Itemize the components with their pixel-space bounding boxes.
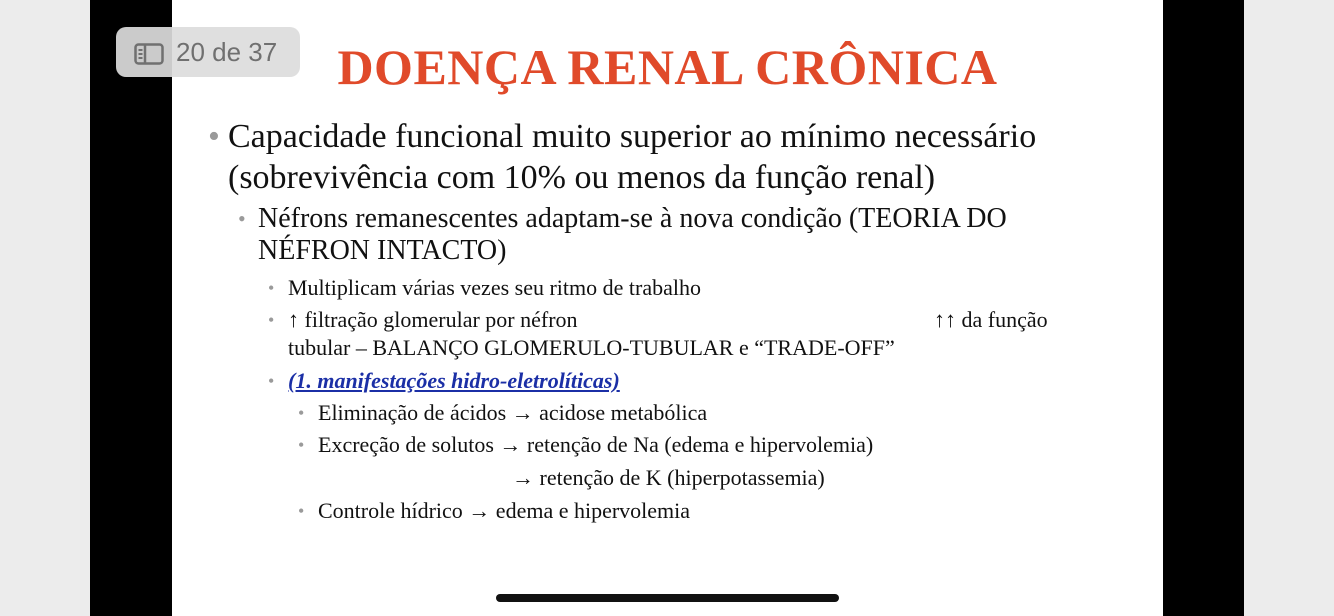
page-indicator-button[interactable] xyxy=(116,27,300,77)
manifestations-link[interactable]: (1. manifestações hidro-eletrolíticas) xyxy=(288,368,620,393)
bullet-dot: • xyxy=(298,501,305,521)
bullet-text: Multiplicam várias vezes seu ritmo de trabalho xyxy=(288,275,701,300)
bullet-text: Eliminação de ácidos → acidose metabólica xyxy=(318,400,708,425)
letterbox-left xyxy=(90,0,172,616)
bullet-text: NÉFRON INTACTO) xyxy=(258,235,507,266)
bullet-text: Excreção de solutos → retenção de Na (edema e hipervolemia) xyxy=(318,432,874,457)
bullet-level2-continued xyxy=(258,235,506,267)
bullet-level3 xyxy=(268,274,701,302)
letterbox-right xyxy=(1163,0,1244,616)
bullet-text: Controle hídrico → edema e hipervolemia xyxy=(318,498,691,523)
bullet-level3 xyxy=(268,367,620,395)
home-indicator[interactable] xyxy=(496,594,839,602)
bullet-dot: • xyxy=(298,403,305,423)
bullet-level4 xyxy=(298,399,707,427)
bullet-level3 xyxy=(268,306,578,334)
bullet-level1 xyxy=(208,116,1036,157)
page-indicator-text: 20 de 37 xyxy=(176,36,278,67)
slide xyxy=(172,0,1163,616)
bullet-text: ↑↑ da função xyxy=(934,307,1048,332)
bullet-level3-right xyxy=(934,306,1048,334)
bullet-dot: • xyxy=(268,278,275,298)
sidebar-panel-icon xyxy=(134,41,164,63)
bullet-level3-continued xyxy=(288,334,895,362)
bullet-text: tubular – BALANÇO GLOMERULO-TUBULAR e “TRADE-OFF” xyxy=(288,335,895,360)
bullet-dot: • xyxy=(238,206,246,231)
slide-title: DOENÇA RENAL CRÔNICA xyxy=(337,39,998,95)
bullet-dot: • xyxy=(268,371,275,391)
bullet-level1-continued xyxy=(228,157,935,198)
bullet-level4-continued xyxy=(512,464,825,492)
bullet-text: → retenção de K (hiperpotassemia) xyxy=(512,465,825,490)
bullet-text: (sobrevivência com 10% ou menos da função renal) xyxy=(228,159,936,196)
bullet-text: Capacidade funcional muito superior ao mínimo necessário xyxy=(228,118,1037,155)
bullet-text: ↑ filtração glomerular por néfron xyxy=(288,307,578,332)
bullet-dot: • xyxy=(298,435,305,455)
bullet-dot: • xyxy=(268,310,275,330)
bullet-dot: • xyxy=(208,118,220,155)
bullet-text: Néfrons remanescentes adaptam-se à nova condição (TEORIA DO xyxy=(258,203,1007,234)
bullet-level4 xyxy=(298,497,690,525)
bullet-level2 xyxy=(238,203,1007,235)
bullet-level4 xyxy=(298,431,873,459)
